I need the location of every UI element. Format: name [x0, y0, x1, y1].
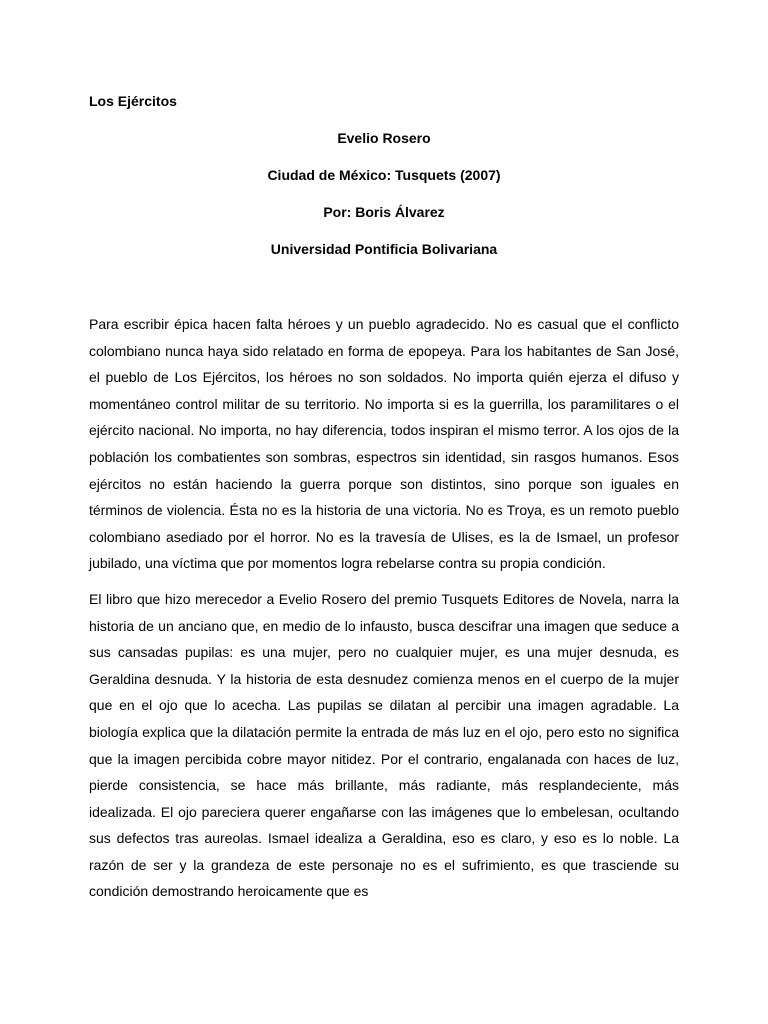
author-name: Evelio Rosero: [337, 130, 431, 146]
reviewer-name: Por: Boris Álvarez: [323, 204, 445, 220]
paragraph-1: Para escribir épica hacen falta héroes y un pueblo agradecido. No es casual que el conflicto colombiano nunca haya sido relatado en forma de epopeya. Para los habitantes de San José, el pueblo de Los Ejércitos, los héroes no son soldados. No importa quién ejerza el difuso y momentáneo control militar de su territorio. No importa si es la guerrilla, los paramilitares o el ejército nacional. No importa, no hay diferencia, todos inspiran el mismo terror. A los ojos de la población los combatientes son sombras, espectros sin identidad, sin rasgos humanos. Esos ejércitos no están haciendo la guerra porque son distintos, sino porque son iguales en términos de violencia. Ésta no es la historia de una victoria. No es Troya, es un remoto pueblo colombiano asediado por el horror. No es la travesía de Ulises, es la de Ismael, un profesor jubilado, una víctima que por momentos logra rebelarse contra su propia condición.: [89, 316, 679, 572]
document-page: [89, 0, 679, 1024]
paragraph-2: El libro que hizo merecedor a Evelio Rosero del premio Tusquets Editores de Novela, narra la historia de un anciano que, en medio de lo infausto, busca descifrar una imagen que seduce a sus cansadas pupilas: es una mujer, pero no cualquier mujer, es una mujer desnuda, es Geraldina desnuda. Y la historia de esta desnudez comienza menos en el cuerpo de la mujer que en el ojo que lo acecha. Las pupilas se dilatan al percibir una imagen agradable. La biología explica que la dilatación permite la entrada de más luz en el ojo, pero esto no significa que la imagen percibida cobre mayor nitidez. Por el contrario, engalanada con haces de luz, pierde consistencia, se hace más brillante, más radiante, más resplandeciente, más idealizada. El ojo pareciera querer engañarse con las imágenes que lo embelesan, ocultando sus defectos tras aureolas. Ismael idealiza a Geraldina, eso es claro, y eso es lo noble. La razón de ser y la grandeza de este personaje no es el sufrimiento, es que trasciende su condición demostrando heroicamente que es: [89, 590, 679, 900]
institution-name: Universidad Pontificia Bolivariana: [270, 241, 498, 257]
publication-info: Ciudad de México: Tusquets (2007): [267, 167, 501, 183]
document-body: [89, 311, 679, 914]
document-title: Los Ejércitos: [89, 93, 177, 109]
